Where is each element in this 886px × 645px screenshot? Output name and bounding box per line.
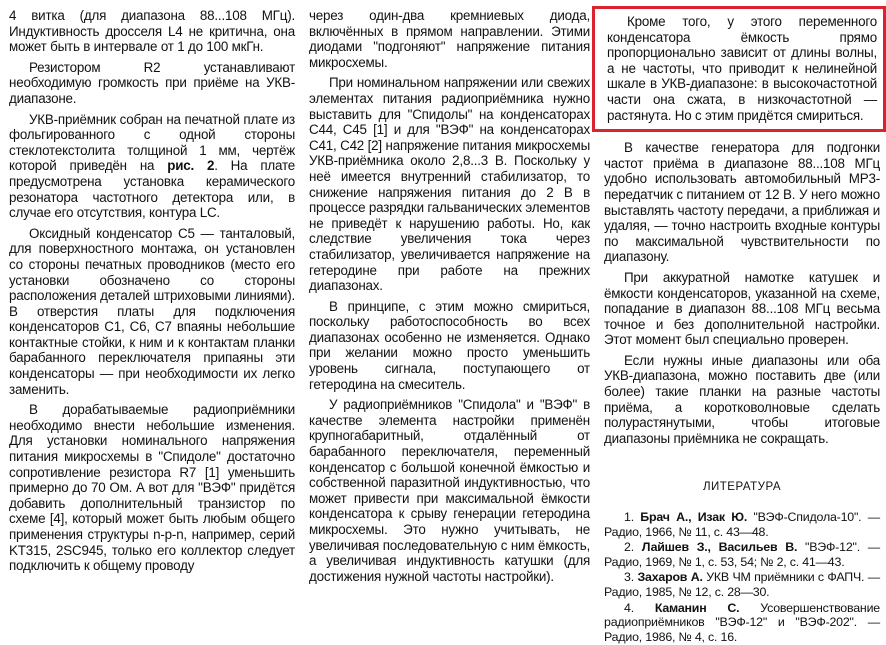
literature-heading: ЛИТЕРАТУРА bbox=[702, 481, 782, 494]
paragraph: через один-два кремниевых диода, включённых в прямом направлении. Этими диодами "подгоняют" напряжение питания микросхемы. bbox=[309, 8, 590, 70]
reference-authors: Лайшев З., Васильев В. bbox=[641, 540, 798, 555]
reference-text: "ВЭФ-Спидола-10". — Радио, 1966, № 11, с. 43—48. bbox=[604, 510, 880, 539]
paragraph: В принципе, с этим можно смириться, поскольку работоспособность во всех диапазонах особенно не изменяется. Однако при желании можно просто уменьшить уровень сигнала, поступающего от гетеродина на смеситель. bbox=[309, 298, 590, 392]
highlighted-paragraph-box bbox=[592, 6, 886, 132]
reference-text: УКВ ЧМ приёмники с ФАПЧ. — Радио, 1985, № 12, с. 28—30. bbox=[604, 570, 880, 599]
paragraph bbox=[9, 112, 295, 221]
text-column-middle bbox=[309, 8, 590, 589]
text-column-right bbox=[604, 8, 880, 645]
paragraph-text: УКВ-приёмник собран на печатной плате из фольгированного с одной стороны стеклотекстолита толщиной 1 мм, чертёж которой приведён на bbox=[9, 111, 295, 174]
reference-authors: Брач А., Изак Ю. bbox=[640, 510, 748, 525]
paragraph: В качестве генератора для подгонки частот приёма в диапазоне 88...108 МГц удобно использовать автомобильный MP3-передатчик с питанием от 12 В. У него можно выставлять частоту передачи, а приближая и удаляя, — точно настроить входные контуры по максимальной чувствительности по диапазону. bbox=[604, 140, 880, 265]
paragraph: При номинальном напряжении или свежих элементах питания радиоприёмника нужно выставить для "Спидолы" на конденсаторах C44, C45 [1] и для "ВЭФ" на конденсаторах C41, C42 [2] напряжение питания микросхемы УКВ-приёмника около 2,8...3 В. Поскольку у неё имеется внутренний стабилизатор, то снижение напряжения питания до 2 В в процессе разрядки гальванических элементов не приведёт к нарушению работы. Но, как следствие увеличения тока через стабилизатор, увеличивается напряжение на гетеродине при работе на прежних диапазонах. bbox=[309, 75, 590, 294]
paragraph: В дорабатываемые радиоприёмники необходимо внести небольшие изменения. Для установки номинального напряжения питания микросхемы в "Спидоле" достаточно сопротивление резистора R7 [1] уменьшить примерно до 70 Ом. А вот для "ВЭФ" придётся добавить дополнительный транзистор по схеме [4], который может быть любым общего применения структуры n-p-n, например, серий KT315, 2SC945, только его коллектор следует подключить к общему проводу bbox=[9, 402, 295, 574]
reference-authors: Захаров А. bbox=[637, 570, 703, 585]
paragraph: 4 витка (для диапазона 88...108 МГц). Индуктивность дросселя L4 не критична, она может быть в интервале от 1 до 100 мкГн. bbox=[9, 8, 295, 55]
reference-text: Усовершенствование радиоприёмников "ВЭФ-12" и "ВЭФ-202". — Радио, 1986, № 4, с. 16. bbox=[604, 600, 880, 644]
figure-reference: рис. 2 bbox=[167, 158, 215, 174]
reference-number: 3. bbox=[624, 570, 638, 585]
paragraph: Резистором R2 устанавливают необходимую громкость при приёме на УКВ-диапазоне. bbox=[9, 59, 295, 106]
highlighted-paragraph: Кроме того, у этого переменного конденсатора ёмкость прямо пропорционально зависит от длины волны, а не частоты, что приводит к нелинейной шкале в УКВ-диапазоне: в высокочастотной части она сжата, в низкочастотной — растянута. Но с этим придётся смириться. bbox=[607, 14, 877, 123]
reference-text: "ВЭФ-12". — Радио, 1969, № 1, с. 53, 54; № 2, с. 41—43. bbox=[604, 540, 880, 569]
reference-item bbox=[604, 601, 880, 645]
reference-list bbox=[604, 510, 880, 644]
paragraph-text: . На плате предусмотрена установка керамического резонатора частотного детектора или, в случае его отсутствия, контура LC. bbox=[9, 158, 295, 221]
reference-item bbox=[604, 540, 880, 569]
reference-item bbox=[604, 570, 880, 599]
reference-number: 1. bbox=[624, 510, 641, 525]
paragraph: Если нужны иные диапазоны или оба УКВ-диапазона, можно поставить две (или более) такие планки на разные частоты приёма, а коротковолновые сделать полурастянутыми, чтобы итоговые диапазоны приёмника не сокращать. bbox=[604, 352, 880, 446]
paragraph: У радиоприёмников "Спидола" и "ВЭФ" в качестве элемента настройки применён крупногабаритный, отдалённый от барабанного переключателя, переменный конденсатор с большой конечной ёмкостью и собственной паразитной индуктивностью, что может привести при максимальной ёмкости конденсатора к срыву генерации гетеродина микросхемы. Это нужно учитывать, не увеличивая последовательную с ним ёмкость, а увеличивая индуктивность катушки (для достижения нужной частоты настройки). bbox=[309, 397, 590, 584]
text-column-left bbox=[9, 8, 295, 579]
paragraph: Оксидный конденсатор C5 — танталовый, для поверхностного монтажа, он установлен со стороны печатных проводников (место его установки обозначено со стороны расположения деталей штриховыми линиями). В отверстия платы для подключения конденсаторов C1, C6, C7 впаяны небольшие контактные стойки, к ним и к контактам планки барабанного переключателя припаяны эти конденсаторы — при необходимости их легко заменить. bbox=[9, 225, 295, 397]
reference-item bbox=[604, 510, 880, 539]
reference-number: 4. bbox=[624, 600, 655, 615]
reference-number: 2. bbox=[624, 540, 642, 555]
reference-authors: Каманин С. bbox=[654, 600, 740, 615]
paragraph: При аккуратной намотке катушек и ёмкости конденсаторов, указанной на схеме, попадание в диапазон 88...108 МГц весьма точное и без дополнительной настройки. Этот момент был специально проверен. bbox=[604, 269, 880, 348]
